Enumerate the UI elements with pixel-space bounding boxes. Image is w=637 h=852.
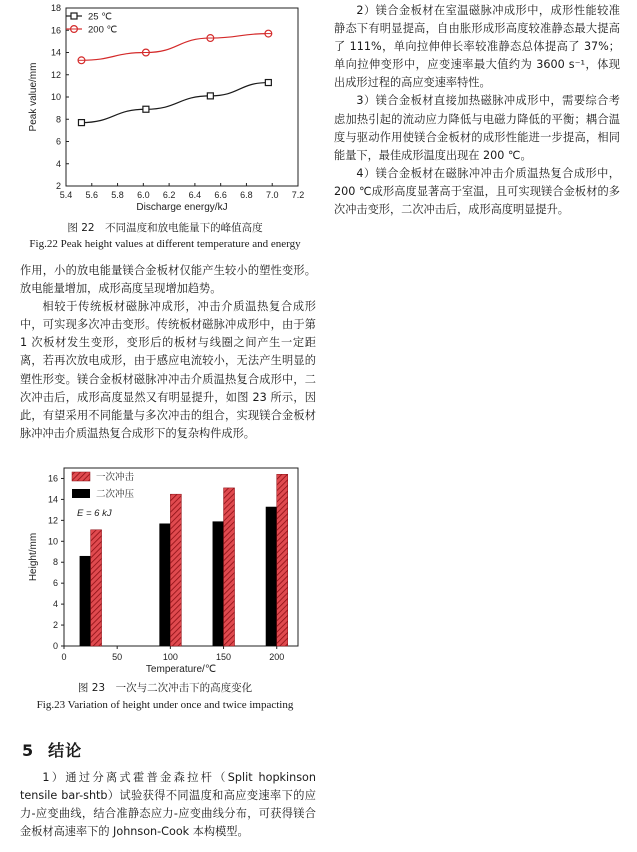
x-tick-label: 50 <box>112 652 123 662</box>
height-bar-chart <box>22 462 312 674</box>
data-point <box>78 120 84 126</box>
y-axis-label: Height/mm <box>28 532 39 582</box>
data-point <box>207 93 213 99</box>
y-tick-label: 10 <box>47 536 58 547</box>
data-point <box>143 106 149 112</box>
y-tick-label: 16 <box>50 25 61 36</box>
y-tick-label: 8 <box>55 114 61 125</box>
left-column-text <box>20 262 316 443</box>
section-title: 结论 <box>48 741 83 760</box>
x-tick-label: 6.2 <box>162 190 176 200</box>
x-tick-label: 6.6 <box>214 190 227 200</box>
y-tick-label: 18 <box>50 3 61 13</box>
bar-second-impact <box>80 556 91 646</box>
y-tick-label: 0 <box>52 641 58 651</box>
x-tick-label: 5.6 <box>85 190 99 200</box>
paragraph: 相较于传统板材磁脉冲成形，冲击介质温热复合成形中，可实现多次冲击变形。传统板材磁脉冲成形中，由于第 1 次板材发生变形，变形后的板材与线圈之间产生一定距离，若再次放电成形，由于感应电流较小，无法产生明显的塑性形变。镁合金板材磁脉冲冲击介质温热复合成形中，二次冲击后，成形高度显然又有明显提升，如图 23 所示，因此，有望采用不同能量与多次冲击的组合，实现镁合金板材脉冲冲击介质温热复合成形下的复杂构件成形。 <box>20 300 316 440</box>
y-tick-label: 14 <box>50 47 61 58</box>
y-tick-label: 10 <box>50 92 61 102</box>
right-column-text <box>334 2 620 219</box>
paragraph: 1）通过分离式霍普金森拉杆（Split hopkinson tensile bar-shtb）试验获得不同温度和高应变速率下的应力-应变曲线，结合准静态应力-应变曲线分布，可获得镁合金板材高速率下的 Johnson-Cook 本构模型。 <box>20 771 316 839</box>
figure-22-caption-en: Fig.22 Peak height values at different temperature and energy <box>29 238 301 250</box>
series-line-200c <box>81 34 268 61</box>
bar-first-impact <box>91 530 102 646</box>
x-axis-label: Discharge energy/kJ <box>136 202 228 212</box>
legend-label: 25 ℃ <box>88 11 112 23</box>
bar-second-impact <box>159 523 170 646</box>
paragraph: 4）镁合金板材在磁脉冲冲击介质温热复合成形中，200 ℃成形高度显著高于室温，且可实现镁合金板材的多次冲击变形，二次冲击后，成形高度明显提升。 <box>334 166 620 217</box>
y-tick-label: 6 <box>55 136 61 147</box>
paragraph: 2）镁合金板材在室温磁脉冲成形中，成形性能较准静态下有明显提高，自由胀形成形高度较准静态最大提高了 111%，单向拉伸伸长率较准静态总体提高了 37%；单向拉伸变形中，应变速率最大值约为 3600 s⁻¹，体现出成形过程的高应变速率特性。 <box>334 4 620 90</box>
x-tick-label: 5.8 <box>111 190 124 200</box>
x-tick-label: 150 <box>216 652 232 662</box>
figure-22-caption-cn: 图 22 不同温度和放电能量下的峰值高度 <box>67 222 263 234</box>
figure-23-caption-en: Fig.23 Variation of height under once and twice impacting <box>36 699 294 711</box>
figure-23-caption-cn: 图 23 一次与二次冲击下的高度变化 <box>77 682 253 694</box>
y-tick-label: 8 <box>52 557 58 568</box>
bar-first-impact <box>170 494 181 646</box>
y-tick-label: 12 <box>47 515 58 526</box>
x-tick-label: 6.8 <box>240 190 253 200</box>
x-tick-label: 6.0 <box>137 190 150 200</box>
paragraph: 3）镁合金板材直接加热磁脉冲成形中，需要综合考虑加热引起的流动应力降低与电磁力降低的平衡；耦合温度与驱动作用使镁合金板材的成形性能进一步提高，相同能量下，最佳成形温度出现在 200 ℃。 <box>334 94 620 162</box>
legend-label-first: 一次冲击 <box>96 472 135 483</box>
x-tick-label: 200 <box>269 652 285 662</box>
figure-22 <box>22 0 312 212</box>
y-axis-label: Peak value/mm <box>28 62 39 132</box>
section-number: 5 <box>22 741 35 760</box>
legend-label: 200 ℃ <box>88 24 118 36</box>
bar-second-impact <box>213 521 224 646</box>
y-tick-label: 4 <box>52 599 58 610</box>
section-heading <box>22 738 82 761</box>
x-tick-label: 6.4 <box>188 190 202 200</box>
x-tick-label: 5.4 <box>59 190 73 200</box>
bar-first-impact <box>224 488 235 646</box>
legend-swatch-second <box>72 489 90 498</box>
paragraph: 作用，小的放电能量镁合金板材仅能产生较小的塑性变形。放电能量增加，成形高度呈现增加趋势。 <box>20 264 316 296</box>
y-tick-label: 12 <box>50 69 61 80</box>
x-tick-label: 100 <box>162 652 178 662</box>
bar-first-impact <box>277 474 288 646</box>
legend-marker <box>71 13 77 19</box>
legend-label-second: 二次冲压 <box>96 489 135 500</box>
y-tick-label: 2 <box>52 620 58 631</box>
y-tick-label: 4 <box>55 158 61 169</box>
y-tick-label: 14 <box>47 494 58 505</box>
x-axis-label: Temperature/℃ <box>145 664 217 674</box>
data-point <box>265 80 271 86</box>
figure-23 <box>22 462 312 674</box>
energy-annotation: E = 6 kJ <box>77 508 112 519</box>
x-tick-label: 7.2 <box>291 190 305 200</box>
x-tick-label: 0 <box>61 652 67 662</box>
legend-swatch-first <box>72 472 90 481</box>
y-tick-label: 16 <box>47 473 58 484</box>
x-tick-label: 7.0 <box>265 190 279 200</box>
peak-height-line-chart <box>22 0 312 212</box>
y-tick-label: 2 <box>55 181 61 191</box>
bar-second-impact <box>266 507 277 646</box>
y-tick-label: 6 <box>52 578 58 589</box>
conclusion-text <box>20 769 316 841</box>
series-line-25c <box>81 83 268 123</box>
